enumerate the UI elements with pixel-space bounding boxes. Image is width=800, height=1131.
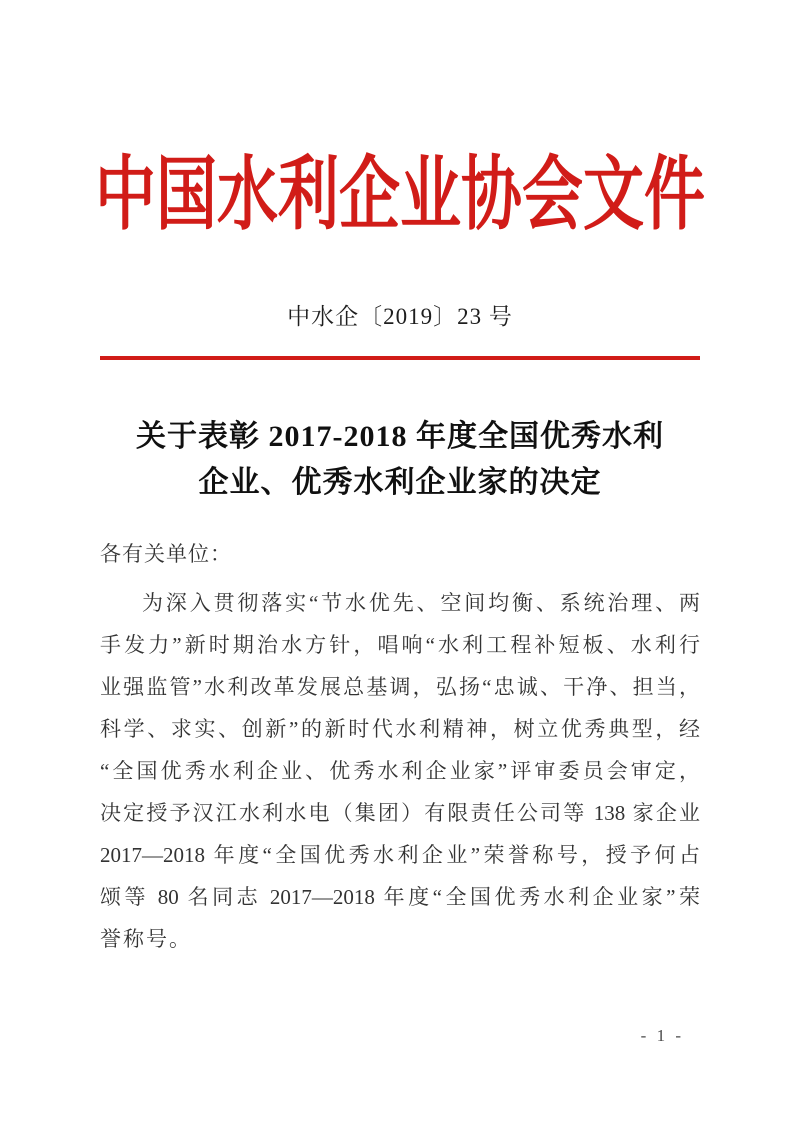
body-line: 2017—2018 年度“全国优秀水利企业”荣誉称号，授予何占 — [100, 843, 700, 867]
salutation: 各有关单位： — [100, 542, 232, 566]
body-line: 业强监管”水利改革发展总基调，弘扬“忠诚、干净、担当， — [100, 675, 700, 699]
body-line: 誉称号。 — [100, 927, 192, 951]
body-line: 颂等 80 名同志 2017—2018 年度“全国优秀水利企业家”荣 — [100, 885, 700, 909]
body-line: 手发力”新时期治水方针，唱响“水利工程补短板、水利行 — [100, 633, 700, 657]
masthead-org-title: 中国水利企业协会文件 — [94, 152, 705, 241]
document-title — [0, 414, 800, 506]
body-line: 决定授予汉江水利水电（集团）有限责任公司等 138 家企业 — [100, 801, 700, 825]
document-title-line-1: 关于表彰 2017-2018 年度全国优秀水利 — [136, 420, 664, 453]
body-paragraph — [100, 582, 700, 960]
red-divider-line — [100, 356, 700, 360]
body-text — [100, 532, 700, 960]
body-line: 科学、求实、创新”的新时代水利精神，树立优秀典型，经 — [100, 717, 700, 741]
body-line: 为深入贯彻落实“节水优先、空间均衡、系统治理、两 — [142, 591, 700, 615]
doc-number: 中水企〔2019〕23 号 — [287, 304, 513, 329]
document-title-line-2: 企业、优秀水利企业家的决定 — [198, 466, 602, 499]
body-line: “全国优秀水利企业、优秀水利企业家”评审委员会审定， — [100, 759, 700, 783]
page-number: - 1 - — [640, 1026, 684, 1045]
